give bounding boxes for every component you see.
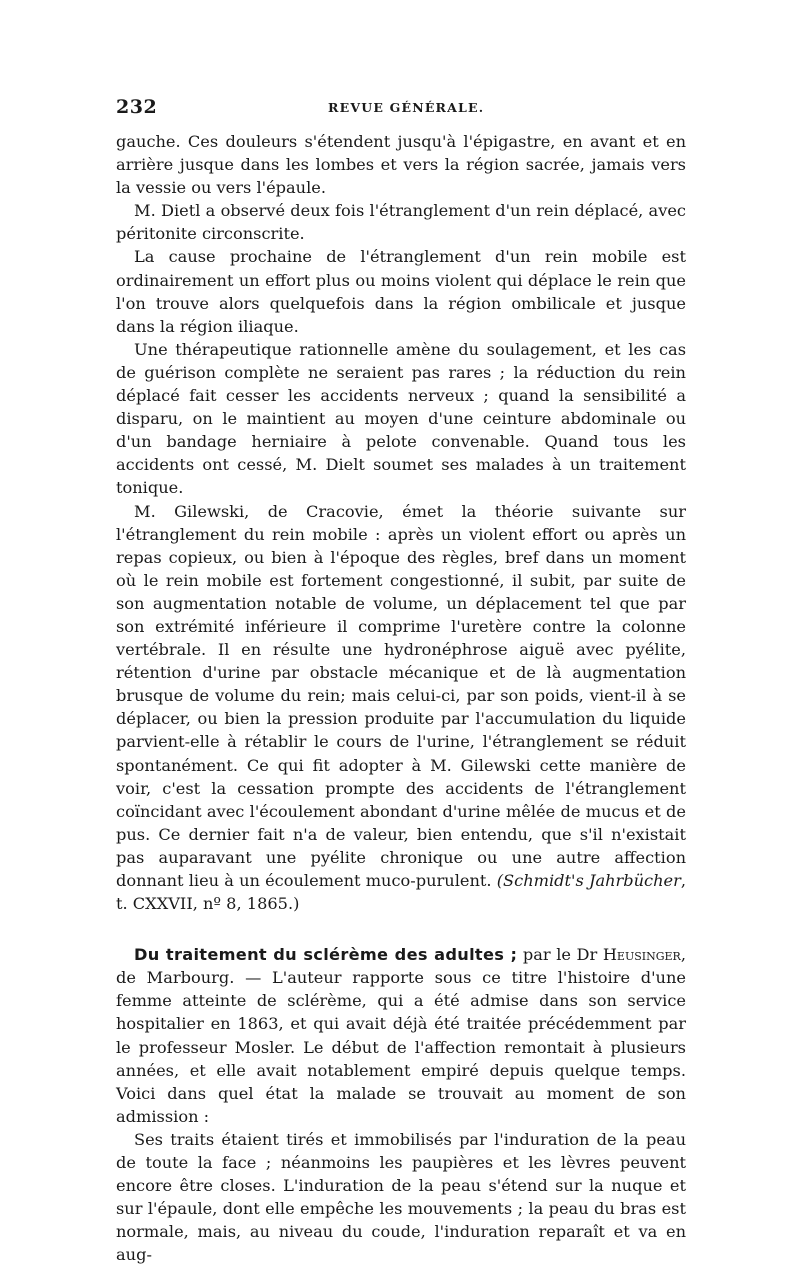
paragraph-4: Une thérapeutique rationnelle amène du soulagement, et les cas de guérison complète ne seraient pas rares ; la réduction du rein déplacé fait cesser les accidents nerveux ; quand la sensibilité a disparu, on le maintient au moyen d'une ceinture abdominale ou d'un bandage herniaire à pelote convenable. Quand tous les accidents ont cessé, M. Dielt soumet ses malades à un traitement tonique. bbox=[116, 339, 686, 498]
paragraph-6-text: , de Marbourg. — L'auteur rapporte sous ce titre l'histoire d'une femme atteinte de sclérème, qui a été admise dans son service hospitalier en 1863, et qui avait déjà été traitée précédemment par le professeur Mosler. Le début de l'affection remontait à plusieurs années, et elle avait notablement empiré depuis quelque temps. Voici dans quel état la malade se trouvait au moment de son admission : bbox=[116, 945, 686, 1126]
body-text bbox=[116, 130, 686, 1267]
section-title: Du traitement du sclérème des adultes ; bbox=[134, 945, 518, 965]
paragraph-7: Ses traits étaient tirés et immobilisés par l'induration de la peau de toute la face ; néanmoins les paupières et les lèvres peuvent encore être closes. L'induration de la peau s'étend sur la nuque et sur l'épaule, dont elle empêche les mouvements ; la peau du bras est normale, mais, au niveau du coude, l'induration reparaît et va en aug- bbox=[116, 1129, 686, 1265]
journal-title: REVUE GÉNÉRALE. bbox=[328, 100, 485, 115]
section-spacer bbox=[116, 915, 686, 943]
citation-source: (Schmidt's Jahrbücher bbox=[496, 871, 681, 890]
book-page bbox=[116, 96, 686, 1267]
paragraph-5-text: M. Gilewski, de Cracovie, émet la théorie suivante sur l'étranglement du rein mobile : après un violent effort ou après un repas copieux, ou bien à l'époque des règles, bref dans un moment où le rein mobile est fortement congestionné, il subit, par suite de son augmentation notable de volume, un déplacement tel que par son extrémité inférieure il comprime l'uretère contre la colonne vertébrale. Il en résulte une hydronéphrose aiguë avec pyélite, rétention d'urine par obstacle mécanique et de là augmentation brusque de volume du rein; mais celui-ci, par son poids, vient-il à se déplacer, ou bien la pression produite par l'accumulation du liquide parvient-elle à rétablir le cours de l'urine, l'étranglement se réduit spontanément. Ce qui fit adopter à M. Gilewski cette manière de voir, c'est la cessation prompte des accidents de l'étranglement coïncidant avec l'écoulement abondant d'urine mêlée de mucus et de pus. Ce dernier fait n'a de valeur, bien entendu, que s'il n'existait pas auparavant une pyélite chronique ou une autre affection donnant lieu à un écoulement muco-purulent. bbox=[116, 501, 686, 890]
paragraph-6 bbox=[116, 943, 686, 1128]
paragraph-5 bbox=[116, 500, 686, 916]
paragraph-2: M. Dietl a observé deux fois l'étranglement d'un rein déplacé, avec péritonite circonscrite. bbox=[116, 201, 686, 244]
running-head bbox=[116, 96, 686, 126]
paragraph-3: La cause prochaine de l'étranglement d'un rein mobile est ordinairement un effort plus ou moins violent qui déplace le rein que l'on trouve alors quelquefois dans la région ombilicale et jusque dans la région iliaque. bbox=[116, 247, 686, 336]
author-name: Heusinger bbox=[602, 945, 681, 965]
author-intro: par le Dr bbox=[517, 945, 603, 965]
paragraph-1: gauche. Ces douleurs s'étendent jusqu'à l'épigastre, en avant et en arrière jusque dans les lombes et vers la région sacrée, jamais vers la vessie ou vers l'épaule. bbox=[116, 132, 686, 198]
citation-details: , t. CXXVII, nº 8, 1865.) bbox=[116, 871, 687, 914]
page-number: 232 bbox=[116, 96, 158, 118]
